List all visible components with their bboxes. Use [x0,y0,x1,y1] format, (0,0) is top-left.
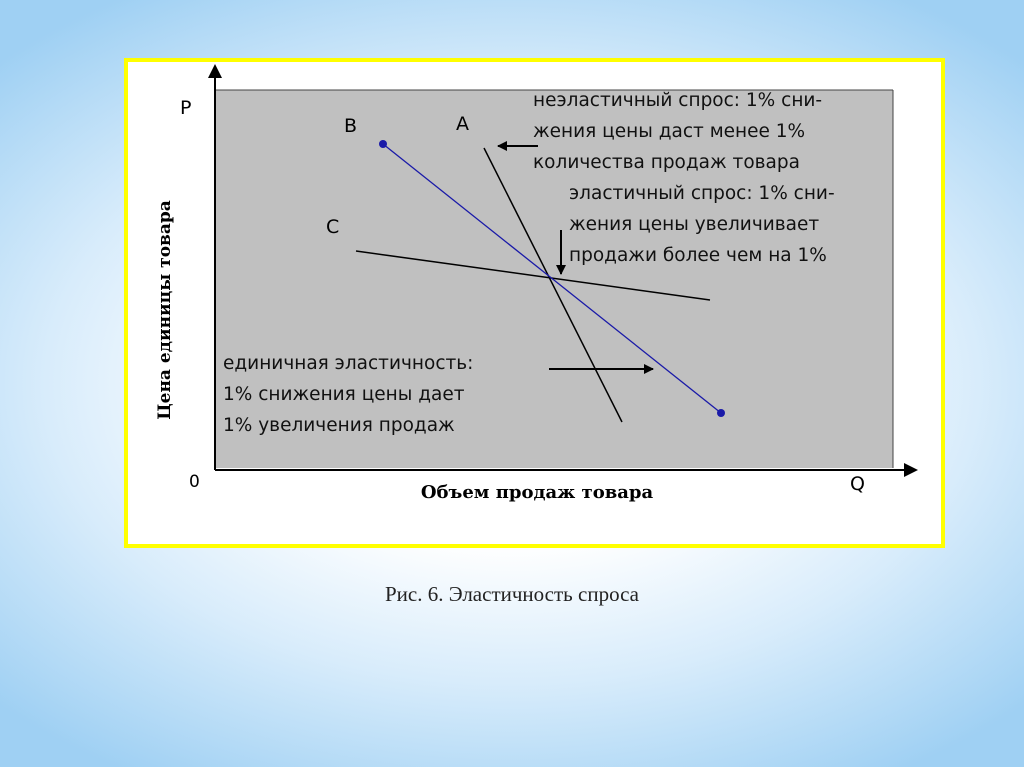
curve-b-label: B [344,115,358,137]
curve-a-label: A [456,113,469,135]
origin-label: 0 [189,472,200,492]
unit-line-1: единичная эластичность: [223,353,474,374]
unit-line-2: 1% снижения цены дает [223,384,465,405]
axis-x-symbol: Q [850,473,865,495]
inelastic-line-3: количества продаж товара [533,152,800,173]
y-axis-arrow [208,64,222,78]
x-axis-arrow [904,463,918,477]
figure-caption: Рис. 6. Эластичность спроса [385,582,639,606]
curve-c-label: C [326,216,340,238]
figure-frame [124,58,945,548]
elasticity-diagram [128,62,941,544]
unit-line-3: 1% увеличения продаж [223,415,455,436]
elastic-line-1: эластичный спрос: 1% сни- [569,183,835,204]
y-axis-title: Цена единицы товара [155,200,175,420]
elastic-annotation [569,183,835,266]
elastic-line-3: продажи более чем на 1% [569,245,827,266]
x-axis-title: Объем продаж товара [420,482,654,503]
unit-elasticity-annotation [223,353,473,436]
inelastic-line-2: жения цены даст менее 1% [533,121,806,142]
curve-b-start-point [379,140,387,148]
elastic-line-2: жения цены увеличивает [569,214,820,235]
curve-b-end-point [717,409,725,417]
inelastic-line-1: неэластичный спрос: 1% сни- [533,90,823,111]
axis-y-symbol: P [180,97,192,119]
inelastic-annotation [533,90,822,173]
